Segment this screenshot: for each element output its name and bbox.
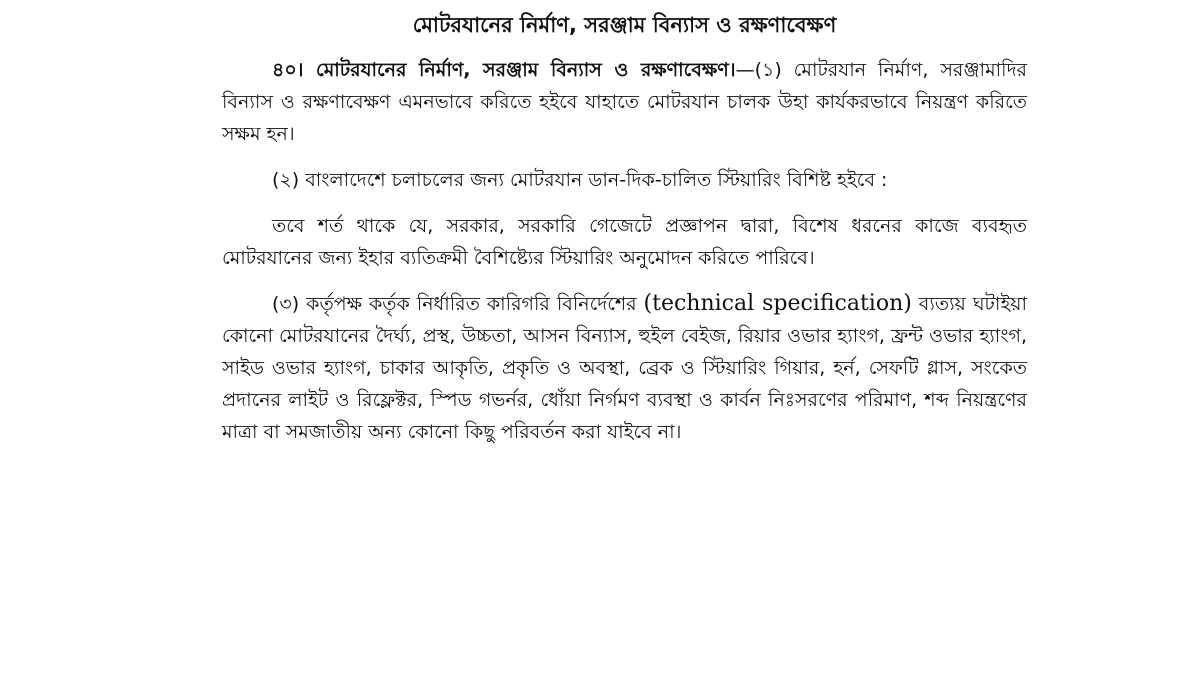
clause-3-english-term: (technical specification) xyxy=(643,291,912,316)
proviso-paragraph: তবে শর্ত থাকে যে, সরকার, সরকারি গেজেটে প্রজ্ঞাপন দ্বারা, বিশেষ ধরনের কাজে ব্যবহৃত মোটরযানের জন্য ইহার ব্যতিক্রমী বৈশিষ্ট্যের স্টিয়ারিং অনুমোদন করিতে পারিবে। xyxy=(222,215,1027,269)
document-title: মোটরযানের নির্মাণ, সরঞ্জাম বিন্যাস ও রক্ষণাবেক্ষণ xyxy=(412,13,837,37)
document-page xyxy=(222,10,1027,462)
clause-3-text-start: (৩) কর্তৃপক্ষ কর্তৃক নির্ধারিত কারিগরি বিনির্দেশের xyxy=(272,293,644,315)
clause-3-text-rest: ব্যত্যয় ঘটাইয়া কোনো মোটরযানের দৈর্ঘ্য, প্রস্থ, উচ্চতা, আসন বিন্যাস, হুইল বেইজ, রিয়ার ওভার হ্যাংগ, ফ্রন্ট ওভার হ্যাংগ, সাইড ওভার হ্যাংগ, চাকার আকৃতি, প্রকৃতি ও অবস্থা, ব্রেক ও স্টিয়ারিং গিয়ার, হর্ন, সেফটি গ্লাস, সংকেত প্রদানের লাইট ও রিফ্লেক্টর, স্পিড গভর্নর, ধোঁয়া নির্গমণ ব্যবস্থা ও কার্বন নিঃসরণের পরিমাণ, শব্দ নিয়ন্ত্রণের মাত্রা বা সমজাতীয় অন্য কোনো কিছু পরিবর্তন করা যাইবে না। xyxy=(222,293,1028,443)
section-heading: ৪০। মোটরযানের নির্মাণ, সরঞ্জাম বিন্যাস ও রক্ষণাবেক্ষণ। xyxy=(272,59,736,81)
clause-2-paragraph: (২) বাংলাদেশে চলাচলের জন্য মোটরযান ডান-দিক-চালিত স্টিয়ারিং বিশিষ্ট হইবে : xyxy=(272,169,888,191)
clause-1-paragraph xyxy=(222,54,1027,150)
clause-1-text: —(১) মোটরযান নির্মাণ, সরঞ্জামাদির বিন্যাস ও রক্ষণাবেক্ষণ এমনভাবে করিতে হইবে যাহাতে মোটরযান চালক উহা কার্যকরভাবে নিয়ন্ত্রণ করিতে সক্ষম হন। xyxy=(222,59,1027,145)
clause-3-paragraph xyxy=(222,288,1027,448)
